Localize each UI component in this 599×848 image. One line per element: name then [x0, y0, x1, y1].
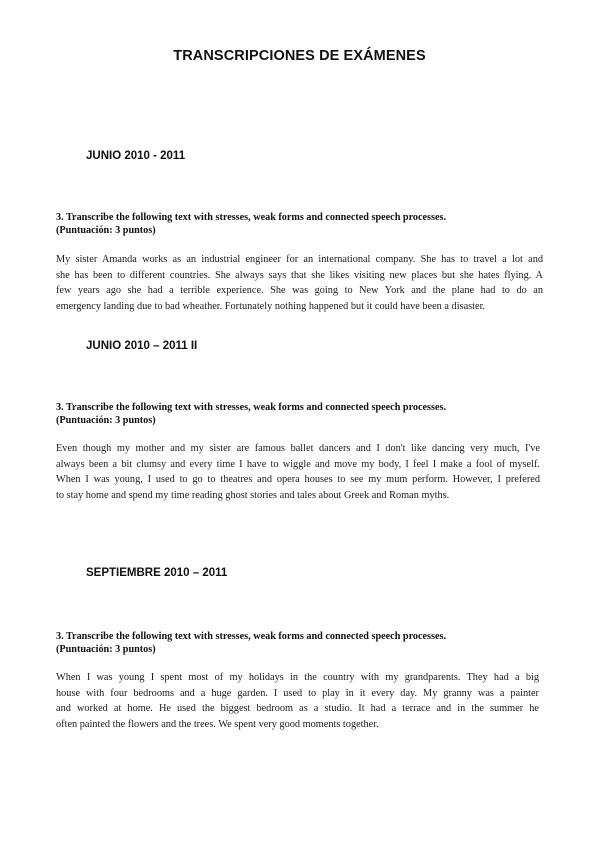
section-heading: JUNIO 2010 - 2011 [86, 150, 186, 162]
passage-line: house with four bedrooms and a huge garden. I used to play in it every day. My granny was a painter [56, 687, 539, 699]
passage-line: and worked at home. He used the biggest bedroom as a studio. It had a terrace and in the summer he [56, 703, 539, 715]
passage [56, 670, 539, 732]
question-block [56, 401, 546, 427]
passage-line: few years ago she had a terrible experience. She was going to New York and the plane had to do an [56, 285, 543, 297]
question-block [56, 211, 546, 237]
question-block [56, 630, 546, 656]
section-heading: SEPTIEMBRE 2010 – 2011 [86, 567, 228, 579]
passage-line: When I was young I spent most of my holidays in the country with my grandparents. They had a big [56, 672, 539, 683]
passage-line: often painted the flowers and the trees. We spent very good moments together. [56, 718, 379, 730]
question-text: 3. Transcribe the following text with stresses, weak forms and connected speech processes. [56, 402, 447, 413]
passage-line: she has been to different countries. She always says that she likes visiting new places but she hates flying. A [56, 269, 543, 281]
passage-line: emergency landing due to bad wheather. Fortunately nothing happened but it could have been a disaster. [56, 300, 486, 312]
passage-line: When I was young, I used to go to theatres and opera houses to see my mum perform. However, I prefered [56, 474, 540, 486]
section-heading: JUNIO 2010 – 2011 II [86, 340, 198, 352]
passage [56, 252, 543, 314]
score-text: (Puntuación: 3 puntos) [56, 415, 156, 426]
passage [56, 441, 540, 503]
passage-line: to stay home and spend my time reading ghost stories and tales about Greek and Roman myths. [56, 489, 450, 501]
score-text: (Puntuación: 3 puntos) [56, 225, 156, 236]
score-text: (Puntuación: 3 puntos) [56, 644, 156, 655]
passage-line: My sister Amanda works as an industrial engineer for an international company. She has to travel a lot and [56, 254, 543, 265]
question-text: 3. Transcribe the following text with stresses, weak forms and connected speech processes. [56, 631, 447, 642]
passage-line: always been a bit clumsy and every time I have to wiggle and move my body, I feel I make a fool of myself. [56, 458, 540, 470]
passage-line: Even though my mother and my sister are famous ballet dancers and I don't like dancing very much, I've [56, 443, 540, 454]
question-text: 3. Transcribe the following text with stresses, weak forms and connected speech processes. [56, 212, 447, 223]
page-title: TRANSCRIPCIONES DE EXÁMENES [173, 48, 426, 64]
